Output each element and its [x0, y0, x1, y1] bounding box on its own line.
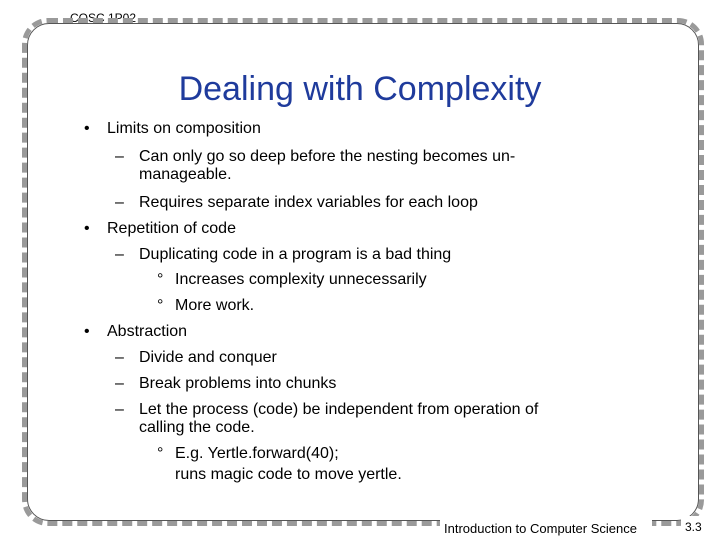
list-item-text: Divide and conquer [139, 349, 277, 366]
dash-marker: – [115, 349, 124, 366]
bullet-marker: • [84, 120, 90, 137]
dash-marker: – [115, 246, 124, 263]
slide-title: Dealing with Complexity [178, 70, 542, 108]
footer-text: Introduction to Computer Science [444, 521, 637, 536]
list-item-text: runs magic code to move yertle. [175, 466, 402, 483]
list-item-text: Duplicating code in a program is a bad thing [139, 246, 452, 263]
list-item-text: Limits on composition [107, 120, 261, 137]
list-item-text: calling the code. [139, 419, 255, 436]
bullet-marker: • [84, 220, 90, 237]
degree-marker: ° [157, 445, 164, 462]
degree-marker: ° [157, 271, 164, 288]
bullet-marker: • [84, 323, 90, 340]
list-item-text: Let the process (code) be independent from operation of [139, 401, 539, 418]
list-item-text: E.g. Yertle.forward(40); [175, 445, 339, 462]
list-item-text: manageable. [139, 166, 232, 183]
list-item-text: More work. [175, 297, 255, 314]
list-item-text: Can only go so deep before the nesting becomes un- [139, 148, 516, 165]
page-number: 3.3 [685, 520, 702, 534]
list-item-text: Break problems into chunks [139, 375, 337, 392]
list-item-text: Increases complexity unnecessarily [175, 271, 427, 288]
dash-marker: – [115, 194, 124, 211]
dash-marker: – [115, 401, 124, 418]
dash-marker: – [115, 375, 124, 392]
list-item-text: Repetition of code [107, 220, 236, 237]
course-code: COSC 1P02 [70, 11, 137, 25]
list-item-text: Abstraction [107, 323, 188, 340]
degree-marker: ° [157, 297, 164, 314]
dash-marker: – [115, 148, 124, 165]
list-item-text: Requires separate index variables for each loop [139, 194, 478, 211]
